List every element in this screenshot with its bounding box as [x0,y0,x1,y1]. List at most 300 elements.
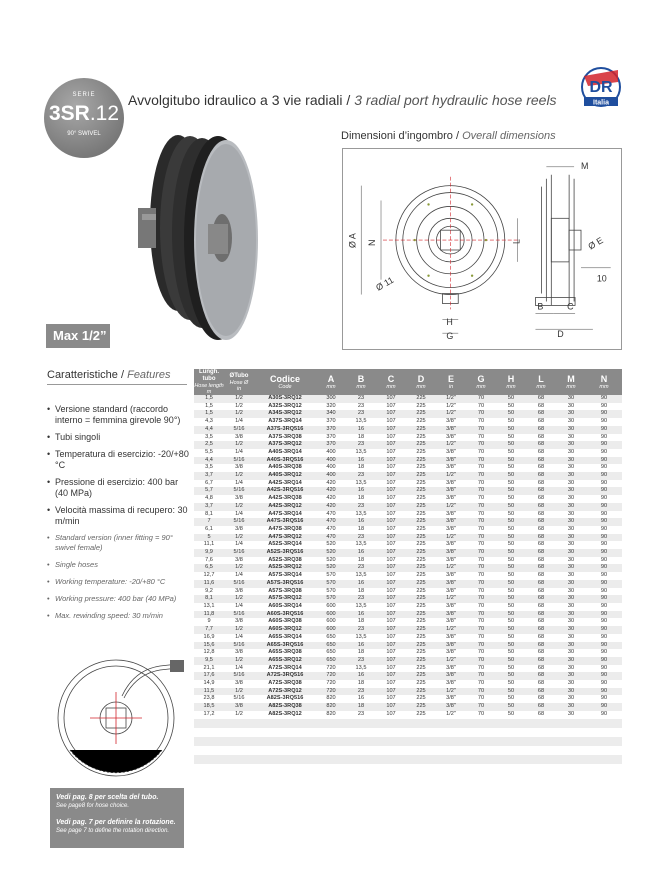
empty-cell [224,755,254,764]
table-cell: 16 [346,642,376,650]
table-cell: 370 [326,433,336,440]
table-cell: 70 [466,580,496,588]
table-cell: 30 [556,626,586,634]
table-cell: 600 [326,618,336,625]
table-cell: 18 [357,525,365,532]
table-cell: 18 [357,649,365,656]
table-cell: 3/8 [235,618,243,625]
empty-cell [376,728,406,737]
product-code-cell: A34S-3RQ12 [254,410,316,418]
feature-it: • Pressione di esercizio: 400 bar (40 MPa) [47,477,192,499]
table-row [194,611,622,619]
empty-cell [496,755,526,764]
table-cell: 5/16 [224,518,254,526]
table-cell: 50 [507,649,515,656]
table-cell: 18 [357,618,365,625]
table-cell: 107 [376,441,406,449]
features-title-en: Features [127,369,171,381]
empty-cell [406,719,436,728]
table-cell: 30 [556,534,586,542]
table-cell: 50 [496,657,526,665]
feature-it: • Versione standard (raccordo interno = femmina girevole 90°) [47,404,192,426]
empty-cell [406,764,436,773]
table-cell: 50 [507,495,515,502]
table-cell: 1/4 [235,418,243,425]
product-code-cell: A37S-3RQ516 [254,426,316,434]
table-cell: 90 [600,495,608,502]
table-cell: 3/8 [235,495,243,502]
table-cell: 70 [477,448,485,455]
table-cell: 3/8" [436,518,466,526]
empty-cell [496,719,526,728]
label-E: Ø E [586,235,605,252]
table-cell: 30 [556,672,586,680]
product-code-cell: A40S-3RQ12 [254,472,316,480]
table-cell: 11,5 [194,688,224,696]
table-cell: 107 [376,564,406,572]
table-cell: 68 [526,472,556,480]
series-badge [44,78,124,158]
table-cell: 30 [567,402,575,409]
table-cell: 90 [600,602,608,609]
table-cell: 820 [326,695,336,702]
table-cell: 225 [416,418,426,425]
table-cell: 90 [586,580,622,588]
empty-cell [526,764,556,773]
table-cell: 12,7 [203,572,215,579]
table-cell: 90 [586,472,622,480]
table-cell: 68 [537,556,545,563]
label-G: G [446,331,454,342]
table-cell: 50 [496,472,526,480]
table-cell: 1/4 [235,664,243,671]
table-cell: 68 [537,418,545,425]
features-title-sep: / [117,369,128,381]
series-code-bold: 3SR [48,102,90,125]
col-header-label: H [507,374,515,384]
table-cell: 225 [416,649,426,656]
empty-cell [254,764,316,773]
table-cell: 3/8" [436,580,466,588]
table-cell: 30 [556,564,586,572]
table-cell: 30 [567,680,575,687]
empty-cell [406,755,436,764]
table-cell: 23,8 [203,695,215,702]
table-cell: 50 [496,534,526,542]
table-cell: 5/16 [233,695,245,702]
table-cell: 30 [556,426,586,434]
table-cell: 3/8 [235,587,243,594]
empty-cell [316,728,346,737]
empty-cell [316,746,346,755]
product-code-cell: A52S-3RQ516 [254,549,316,557]
table-cell: 90 [600,464,608,471]
title-it: Avvolgitubo idraulico a 3 vie radiali [128,92,343,108]
col-header-unit: Hose Ø [229,379,249,386]
table-cell: 13,5 [355,418,367,425]
table-cell: 68 [526,395,556,403]
empty-cell [376,737,406,746]
table-cell: 13,5 [355,448,367,455]
table-cell: 18 [357,464,365,471]
table-cell: 225 [406,472,436,480]
table-cell: 3/8" [436,549,466,557]
table-cell: 70 [466,457,496,465]
product-code-cell: A32S-3RQ12 [268,402,302,409]
table-cell: 225 [406,503,436,511]
title-sep: / [342,92,355,108]
table-cell: 3/8" [446,587,456,594]
table-cell: 107 [376,642,406,650]
table-cell: 70 [477,525,485,532]
table-cell: 225 [406,703,436,711]
table-cell: 68 [537,633,545,640]
table-cell: 23 [346,564,376,572]
table-cell: 70 [466,564,496,572]
table-cell: 720 [326,664,336,671]
empty-cell [436,746,466,755]
empty-table-row [194,755,622,764]
table-cell: 3/8" [436,642,466,650]
table-cell: 107 [376,426,406,434]
table-cell: 50 [496,426,526,434]
col-header-label: G [477,374,485,384]
dims-title-it: Dimensioni d’ingombro [341,130,453,142]
table-cell: 1/4 [235,510,243,517]
product-code-cell: A65S-3RQ12 [254,657,316,665]
table-cell: 225 [406,534,436,542]
table-cell: 68 [537,541,545,548]
table-cell: 9,2 [205,587,213,594]
table-row [194,634,622,642]
empty-cell [376,764,406,773]
empty-cell [406,737,436,746]
table-row [194,503,622,511]
table-cell: 90 [586,642,622,650]
table-cell: 90 [586,395,622,403]
empty-cell [466,728,496,737]
table-cell: 70 [466,518,496,526]
table-cell: 68 [526,549,556,557]
table-cell: 50 [496,703,526,711]
table-cell: 30 [567,649,575,656]
table-cell: 820 [316,703,346,711]
table-row [194,426,622,434]
product-code-cell: A47S-3RQ14 [268,510,302,517]
col-header [316,369,346,395]
col-header-unit: Hose length [194,383,224,389]
table-cell: 1/2" [436,564,466,572]
table-cell: 68 [537,479,545,486]
table-cell: 107 [376,672,406,680]
table-row [194,672,622,680]
dimension-drawing [342,148,622,350]
table-cell: 7,7 [194,626,224,634]
table-cell: 90 [600,710,608,717]
logo-text: Italia [593,99,609,107]
table-cell: 1/2 [224,626,254,634]
table-cell: 107 [376,703,406,711]
product-code-cell: A40S-3RQ38 [268,464,302,471]
label-L: L [511,239,522,245]
table-row [194,526,622,534]
table-cell: 107 [386,572,396,579]
table-cell: 1/2" [436,595,466,603]
table-cell: 12,8 [203,649,215,656]
table-cell: 107 [386,618,396,625]
col-header [526,369,556,395]
empty-cell [346,719,376,728]
table-cell: 90 [586,549,622,557]
table-cell: 3/8" [446,418,456,425]
col-header-unit: in [448,384,454,390]
table-cell: 1/2 [235,710,243,717]
table-cell: 225 [416,710,426,717]
table-cell: 1/2" [436,534,466,542]
table-cell: 70 [477,495,485,502]
table-cell: 107 [376,626,406,634]
table-cell: 16,9 [203,633,215,640]
table-row [194,487,622,495]
table-cell: 107 [376,657,406,665]
table-cell: 50 [507,448,515,455]
table-cell: 107 [386,418,396,425]
table-cell: 520 [326,541,336,548]
table-cell: 107 [376,487,406,495]
empty-cell [586,764,622,773]
note-rotation-it: Vedi pag. 7 per definire la rotazione. [56,819,176,826]
table-cell: 3/8" [446,664,456,671]
table-cell: 23 [357,710,365,717]
table-cell: 90 [586,441,622,449]
table-cell: 3,7 [194,503,224,511]
table-cell: 3/8" [446,633,456,640]
table-cell: 3/8" [436,426,466,434]
table-cell: 400 [326,464,336,471]
empty-table-row [194,719,622,728]
col-header-label: D [417,374,425,384]
table-cell: 107 [386,433,396,440]
table-cell: 70 [466,611,496,619]
table-cell: 225 [406,672,436,680]
table-cell: 68 [537,525,545,532]
table-cell: 1/2 [224,564,254,572]
table-cell: 107 [376,688,406,696]
table-cell: 50 [507,510,515,517]
empty-cell [194,746,224,755]
table-cell: 225 [406,657,436,665]
series-sub: 90° SWIVEL [67,131,101,137]
col-header-label: N [600,374,608,384]
col-header-label: L [538,374,544,384]
feature-en: • Max. rewinding speed: 30 m/min [47,611,192,621]
table-cell: 107 [386,402,396,409]
table-cell: 30 [556,487,586,495]
table-row [194,557,622,565]
table-cell: 68 [526,672,556,680]
empty-cell [254,755,316,764]
label-A: Ø A [347,233,358,249]
table-cell: 600 [316,611,346,619]
table-cell: 225 [406,457,436,465]
col-header-unit: Code [278,384,292,390]
table-cell: 23 [346,395,376,403]
table-cell: 50 [496,611,526,619]
table-cell: 4,8 [205,495,213,502]
table-cell: 68 [537,618,545,625]
table-cell: 30 [567,525,575,532]
table-cell: 225 [416,556,426,563]
col-header-unit: mm [476,384,486,390]
table-cell: 107 [386,510,396,517]
empty-cell [406,728,436,737]
table-row [194,549,622,557]
empty-cell [224,737,254,746]
table-cell: 68 [526,518,556,526]
empty-cell [436,719,466,728]
table-row [194,572,622,580]
col-header-label: B [357,374,365,384]
table-cell: 68 [526,595,556,603]
table-cell: 470 [326,525,336,532]
col-header-unit: mm [386,384,396,390]
table-cell: 11,8 [194,611,224,619]
table-cell: 225 [416,618,426,625]
col-header-unit: mm [326,384,336,390]
series-code-thin: .12 [89,102,120,125]
table-cell: 107 [386,602,396,609]
table-cell: 470 [316,534,346,542]
table-cell: 3/8" [446,479,456,486]
table-cell: 50 [507,541,515,548]
table-cell: 23 [346,688,376,696]
table-cell: 30 [556,395,586,403]
table-cell: 90 [586,611,622,619]
table-cell: 30 [567,448,575,455]
product-code-cell: A47S-3RQ38 [268,525,302,532]
table-cell: 68 [537,402,545,409]
table-cell: 1/4 [235,572,243,579]
col-header [466,369,496,395]
table-row [194,588,622,596]
empty-table-row [194,728,622,737]
table-cell: 3/8" [446,433,456,440]
table-cell: 70 [466,688,496,696]
table-cell: 50 [507,587,515,594]
table-cell: 23 [346,410,376,418]
table-cell: 3,5 [205,464,213,471]
table-cell: 30 [567,510,575,517]
table-cell: 68 [537,664,545,671]
product-code-cell: A60S-3RQ516 [254,611,316,619]
logo-mark: DR [589,79,613,96]
table-cell: 3/8" [446,541,456,548]
table-cell: 68 [537,587,545,594]
col-header-label: ØTubo [229,372,249,379]
table-cell: 1/2" [436,626,466,634]
table-cell: 107 [386,587,396,594]
table-cell: 50 [496,457,526,465]
table-cell: 70 [477,464,485,471]
table-cell: 50 [507,525,515,532]
table-cell: 30 [567,418,575,425]
table-cell: 90 [586,626,622,634]
table-cell: 8,1 [194,595,224,603]
table-cell: 30 [567,695,575,702]
label-C: C [567,301,574,312]
table-cell: 18 [357,680,365,687]
table-cell: 1/2 [224,657,254,665]
table-cell: 3/8" [446,510,456,517]
table-cell: 400 [326,448,336,455]
table-cell: 50 [507,602,515,609]
table-cell: 50 [507,433,515,440]
table-cell: 3/8" [436,457,466,465]
table-cell: 68 [537,510,545,517]
table-cell: 225 [406,549,436,557]
table-cell: 1/2 [224,410,254,418]
table-cell: 70 [477,649,485,656]
table-cell: 68 [537,602,545,609]
table-cell: 1/2 [224,534,254,542]
table-cell: 68 [526,611,556,619]
table-cell: 90 [600,448,608,455]
table-cell: 370 [316,441,346,449]
table-cell: 5 [194,534,224,542]
product-code-cell: A42S-3RQ516 [254,487,316,495]
table-cell: 30 [567,602,575,609]
table-cell: 30 [556,611,586,619]
table-row [194,695,622,703]
table-cell: 1/4 [235,541,243,548]
dims-title-sep: / [452,130,463,142]
table-cell: 50 [496,503,526,511]
empty-cell [496,728,526,737]
table-cell: 3/8" [446,618,456,625]
table-cell: 225 [416,495,426,502]
table-cell: 70 [477,587,485,594]
empty-cell [526,737,556,746]
empty-cell [436,755,466,764]
table-cell: 70 [477,479,485,486]
table-cell: 68 [526,503,556,511]
table-cell: 23 [346,503,376,511]
table-cell: 107 [386,664,396,671]
table-cell: 3/8 [235,649,243,656]
empty-cell [346,746,376,755]
table-cell: 225 [406,642,436,650]
empty-cell [194,755,224,764]
table-cell: 16 [346,580,376,588]
table-cell: 107 [386,464,396,471]
table-cell: 90 [600,541,608,548]
table-cell: 16 [346,611,376,619]
table-cell: 3/8 [224,703,254,711]
table-cell: 90 [600,649,608,656]
table-cell: 1/2 [224,441,254,449]
table-cell: 68 [526,487,556,495]
product-code-cell: A42S-3RQ14 [268,479,302,486]
empty-cell [496,764,526,773]
table-cell: 600 [316,626,346,634]
empty-cell [526,728,556,737]
table-cell: 16 [346,426,376,434]
table-row [194,649,622,657]
label-B: B [537,301,544,312]
table-cell: 3/8" [446,695,456,702]
table-cell: 70 [477,633,485,640]
table-cell: 23 [346,657,376,665]
